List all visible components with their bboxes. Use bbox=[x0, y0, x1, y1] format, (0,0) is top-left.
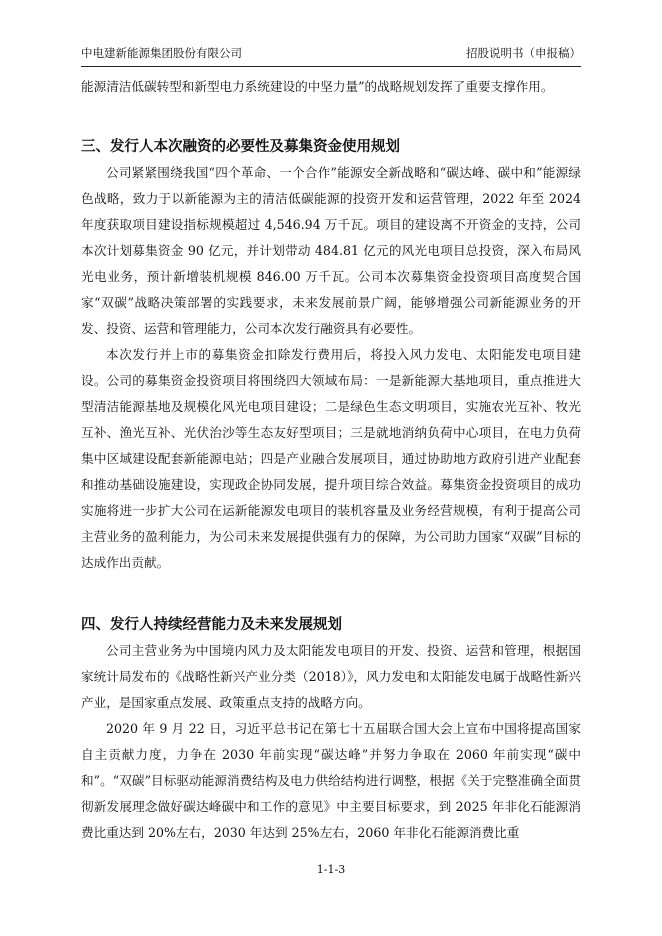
section-4-paragraph-2: 2020 年 9 月 22 日，习近平总书记在第七十五届联合国大会上宣布中国将提高国家自主贡献力度，力争在 2030 年前实现“碳达峰”并努力争取在 2060 年前实现“碳中和”。“双碳”目标驱动能源消费结构及电力供给结构进行调整，根据《关于完整准确全面贯彻新发展理念做好碳达峰碳中和工作的意见》中主要目标要求，到 2025 年非化石能源消费比重达到 20%左右，2030 年达到 25%左右，2060 年非化石能源消费比重 bbox=[81, 721, 581, 840]
document-body bbox=[81, 74, 581, 846]
section-4-heading: 四、发行人持续经营能力及未来发展规划 bbox=[81, 617, 342, 633]
section-3-heading: 三、发行人本次融资的必要性及募集资金使用规划 bbox=[81, 139, 400, 155]
section-3-paragraph-2: 本次发行并上市的募集资金扣除发行费用后，将投入风力发电、太阳能发电项目建设。公司的募集资金投资项目将围绕四大领域布局：一是新能源大基地项目，重点推进大型清洁能源基地及规模化风光电项目建设；二是绿色生态文明项目，实施农光互补、牧光互补、渔光互补、光伏治沙等生态友好型项目；三是就地消纳负荷中心项目，在电力负荷集中区域建设配套新能源电站；四是产业融合发展项目，通过协助地方政府引进产业配套和推动基础设施建设，实现政企协同发展，提升项目综合效益。募集资金投资项目的成功实施将进一步扩大公司在运新能源发电项目的装机容量及业务经营规模，有利于提高公司主营业务的盈利能力，为公司未来发展提供强有力的保障，为公司助力国家“双碳”目标的达成作出贡献。 bbox=[81, 347, 581, 570]
page-number: 1-1-3 bbox=[316, 863, 346, 876]
header-document-type: 招股说明书（申报稿） bbox=[466, 46, 581, 60]
intro-continuation-paragraph: 能源清洁低碳转型和新型电力系统建设的中坚力量”的战略规划发挥了重要支撑作用。 bbox=[81, 79, 554, 94]
page-header bbox=[81, 44, 581, 67]
section-3-paragraph-1: 公司紧紧围绕我国“四个革命、一个合作”能源安全新战略和“碳达峰、碳中和”能源绿色战略，致力于以新能源为主的清洁低碳能源的投资开发和运营管理，2022 年至 2024 年度获取项目建设指标规模超过 4,546.94 万千瓦。项目的建设离不开资金的支持，公司本次计划募集资金 90 亿元，并计划带动 484.81 亿元的风光电项目总投资，深入布局风光电业务，预计新增装机规模 846.00 万千瓦。公司本次募集资金投资项目高度契合国家“双碳”战略决策部署的实践要求，未来发展前景广阔，能够增强公司新能源业务的开发、投资、运营和管理能力，公司本次发行融资具有必要性。 bbox=[81, 165, 581, 336]
section-4-paragraph-1: 公司主营业务为中国境内风力及太阳能发电项目的开发、投资、运营和管理，根据国家统计局发布的《战略性新兴产业分类（2018）》，风力发电和太阳能发电属于战略性新兴产业，是国家重点发展、政策重点支持的战略方向。 bbox=[81, 643, 581, 710]
header-company-name: 中电建新能源集团股份有限公司 bbox=[81, 46, 242, 60]
